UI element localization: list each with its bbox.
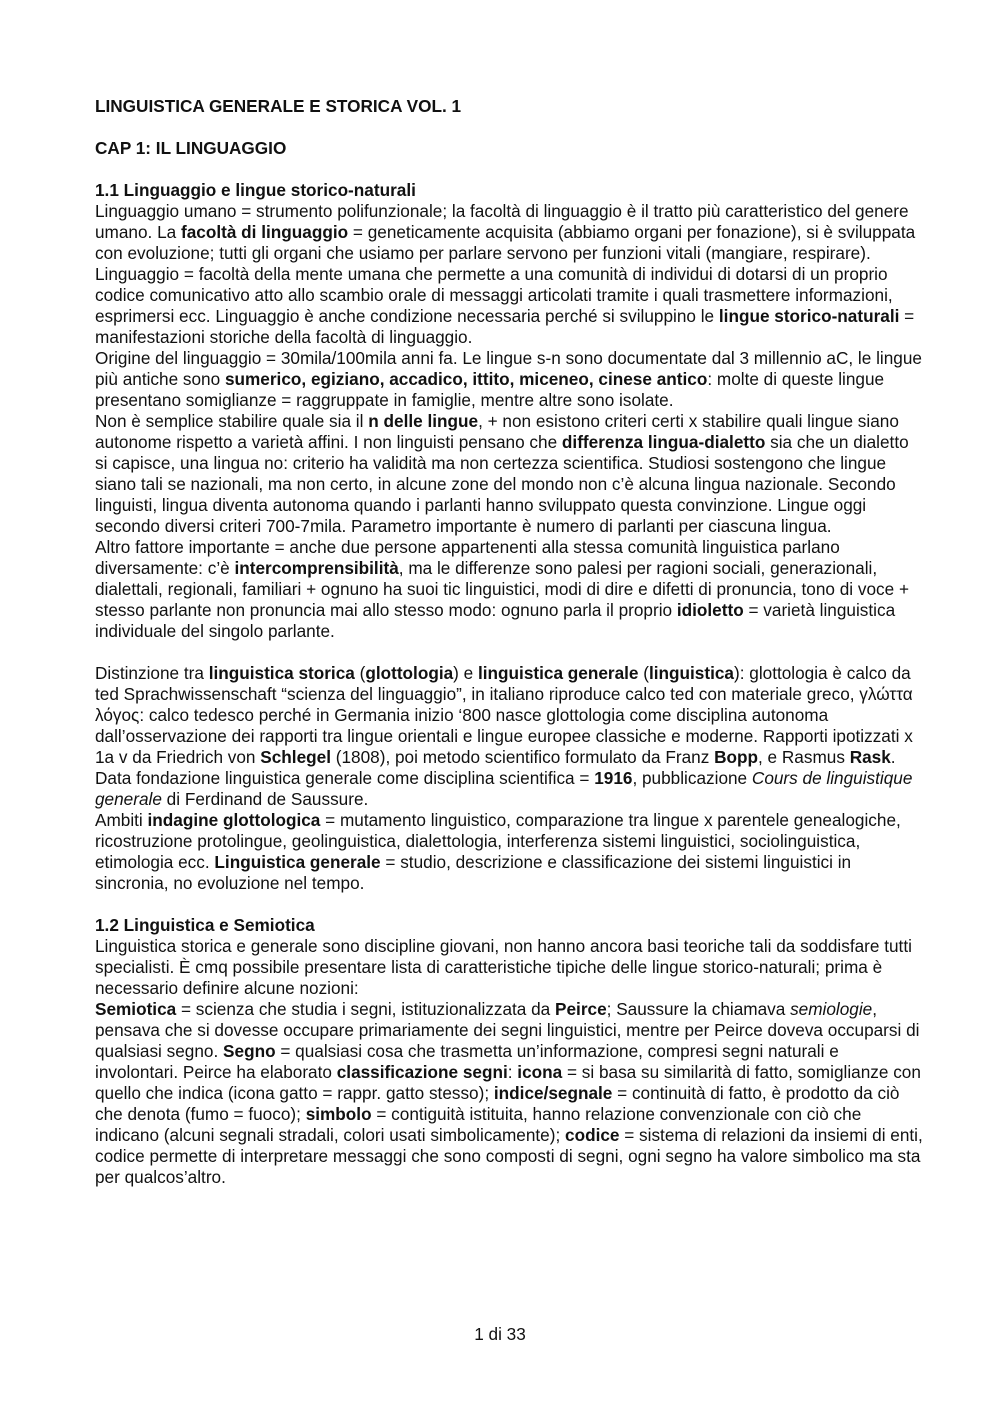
- text-run: ; Saussure la chiamava: [606, 999, 791, 1019]
- paragraph: [95, 936, 925, 999]
- text-run: :: [507, 1062, 518, 1082]
- text-run: : molte di queste lingue presentano somiglianze = raggruppate in famiglie, mentre altre sono isolate.: [95, 369, 885, 410]
- bold-term: linguistica: [648, 663, 734, 683]
- text-run: . Data fondazione linguistica generale come disciplina scientifica =: [95, 747, 896, 788]
- paragraph: [95, 810, 925, 894]
- bold-term: Rask: [849, 747, 891, 767]
- text-run: = geneticamente acquisita (abbiamo organi per fonazione), si è sviluppata con evoluzione; tutti gli organi che usiamo per parlare servono per funzioni vitali (mangiare, respirare).: [95, 222, 916, 263]
- text-run: Non è semplice stabilire quale sia il: [95, 411, 369, 431]
- text-run: = manifestazioni storiche della facoltà di linguaggio.: [95, 306, 915, 347]
- italic-term: semiologie: [790, 999, 873, 1019]
- text-run: , ma le differenze sono palesi per ragioni sociali, generazionali, dialettali, regionali, familiari + ognuno ha suoi tic linguistici, modi di dire e difetti di pronuncia, tono di voce + stesso parlante non pronuncia mai allo stesso modo: ognuno parla il proprio: [95, 558, 909, 620]
- text-run: di Ferdinand de Saussure.: [161, 789, 369, 809]
- text-run: Origine del linguaggio = 30mila/100mila anni fa. Le lingue s-n sono documentate dal 3 millennio aC, le lingue più antiche sono: [95, 348, 922, 389]
- bold-term: Semiotica: [95, 999, 177, 1019]
- text-run: Ambiti: [95, 810, 148, 830]
- section-heading: 1.2 Linguistica e Semiotica: [95, 915, 315, 935]
- bold-term: intercomprensibilità: [234, 558, 399, 578]
- paragraph: [95, 537, 925, 642]
- text-run: sia che un dialetto si capisce, una lingua no: criterio ha validità ma non certezza scientifica. Studiosi sostengono che lingue siano tali se nazionali, ma non certo, in alcune zone del mondo non c’è alcuna lingua nazionale. Secondo linguisti, lingua diventa autonoma quando i parlanti hanno sviluppato questa convinzione. Lingue oggi secondo diversi criteri 700-7mila. Parametro importante è numero di parlanti per ciascuna lingua.: [95, 432, 909, 536]
- bold-term: Schlegel: [260, 747, 331, 767]
- bold-term: sumerico, egiziano, accadico, ittito, miceneo, cinese antico: [224, 369, 708, 389]
- bold-term: codice: [565, 1125, 620, 1145]
- text-run: = contiguità istituita, hanno relazione convenzionale con ciò che indicano (alcuni segnali stradali, colori usati simbolicamente);: [95, 1104, 862, 1145]
- bold-term: n delle lingue: [368, 411, 479, 431]
- chapter-title: CAP 1: IL LINGUAGGIO: [95, 138, 287, 158]
- text-run: = studio, descrizione e classificazione dei sistemi linguistici in sincronia, no evoluzione nel tempo.: [95, 852, 852, 893]
- text-run: (1808), poi metodo scientifico formulato da Franz: [330, 747, 715, 767]
- page-number: 1 di 33: [474, 1324, 526, 1344]
- text-run: Linguaggio umano = strumento polifunzionale; la facoltà di linguaggio è il tratto più caratteristico del genere umano. La: [95, 201, 909, 242]
- paragraph-spacer: [95, 642, 925, 663]
- bold-term: indice/segnale: [493, 1083, 613, 1103]
- bold-term: simbolo: [305, 1104, 372, 1124]
- bold-term: Bopp: [714, 747, 758, 767]
- bold-term: glottologia: [365, 663, 454, 683]
- bold-term: differenza lingua-dialetto: [561, 432, 766, 452]
- text-run: , pubblicazione: [632, 768, 752, 788]
- paragraph: [95, 264, 925, 348]
- text-run: (: [638, 663, 649, 683]
- document-title: LINGUISTICA GENERALE E STORICA VOL. 1: [95, 96, 462, 116]
- text-run: = qualsiasi cosa che trasmetta un’informazione, compresi segni naturali e involontari. Peirce ha elaborato: [95, 1041, 839, 1082]
- text-run: , + non esistono criteri certi x stabilire quali lingue siano autonome rispetto a varietà affini. I non linguisti pensano che: [95, 411, 899, 452]
- bold-term: classificazione segni: [336, 1062, 508, 1082]
- bold-term: 1916: [594, 768, 633, 788]
- bold-term: indagine glottologica: [147, 810, 321, 830]
- text-run: = continuità di fatto, è prodotto da ciò che denota (fumo = fuoco);: [95, 1083, 900, 1124]
- text-run: ): glottologia è calco da ted Sprachwissenschaft “scienza del linguaggio”, in italiano riproduce calco ted con materiale greco, γλώττα λόγος: calco tedesco perché in Germania inizio ‘800 nasce glottologia come disciplina autonoma dall’osservazione dei rapporti tra lingue orientali e lingue europee classiche e moderne. Rapporti ipotizzati x 1a v da Friedrich von: [95, 663, 913, 767]
- text-run: = si basa su similarità di fatto, somiglianze con quello che indica (icona gatto = rappr. gatto stesso);: [95, 1062, 921, 1103]
- text-run: = sistema di relazioni da insiemi di enti, codice permette di interpretare messaggi che sono composti di segni, ogni segno ha valore simbolico ma sta per qualcos’altro.: [95, 1125, 923, 1187]
- paragraph: [95, 999, 925, 1188]
- bold-term: facoltà di linguaggio: [181, 222, 349, 242]
- section-heading: 1.1 Linguaggio e lingue storico-naturali: [95, 180, 416, 200]
- bold-term: Linguistica generale: [214, 852, 381, 872]
- text-run: = mutamento linguistico, comparazione tra lingue x parentele genealogiche, ricostruzione protolingue, geolinguistica, dialettologia, interferenza sistemi linguistici, sociolinguistica, etimologia ecc.: [95, 810, 901, 872]
- bold-term: linguistica storica: [208, 663, 355, 683]
- text-run: , e Rasmus: [758, 747, 850, 767]
- bold-term: lingue storico-naturali: [718, 306, 900, 326]
- text-run: Linguaggio = facoltà della mente umana che permette a una comunità di individui di dotarsi di un proprio codice comunicativo atto allo scambio orale di messaggi articolati tramite i quali trasmettere informazioni, esprimersi ecc. Linguaggio è anche condizione necessaria perché si sviluppino le: [95, 264, 893, 326]
- text-run: Distinzione tra: [95, 663, 209, 683]
- bold-term: Segno: [223, 1041, 276, 1061]
- paragraph-spacer: [95, 894, 925, 915]
- text-run: , pensava che si dovesse occupare primariamente dei segni linguistici, mentre per Peirce doveva occuparsi di qualsiasi segno.: [95, 999, 920, 1061]
- paragraph: [95, 201, 925, 264]
- text-run: ) e: [453, 663, 478, 683]
- bold-term: Peirce: [555, 999, 607, 1019]
- paragraph: [95, 663, 925, 810]
- paragraph: [95, 348, 925, 411]
- bold-term: idioletto: [676, 600, 744, 620]
- bold-term: icona: [517, 1062, 563, 1082]
- body-text: [95, 180, 925, 1188]
- text-run: = varietà linguistica individuale del singolo parlante.: [95, 600, 896, 641]
- text-run: Linguistica storica e generale sono discipline giovani, non hanno ancora basi teoriche tali da soddisfare tutti specialisti. È cmq possibile presentare lista di caratteristiche tipiche delle lingue storico-naturali; prima è necessario definire alcune nozioni:: [95, 936, 912, 998]
- italic-term: Cours de linguistique generale: [95, 768, 913, 809]
- text-run: = scienza che studia i segni, istituzionalizzata da: [176, 999, 556, 1019]
- text-run: (: [354, 663, 366, 683]
- text-run: Altro fattore importante = anche due persone appartenenti alla stessa comunità linguistica parlano diversamente: c’è: [95, 537, 840, 578]
- document-page: [95, 0, 925, 1415]
- bold-term: linguistica generale: [478, 663, 639, 683]
- paragraph: [95, 411, 925, 537]
